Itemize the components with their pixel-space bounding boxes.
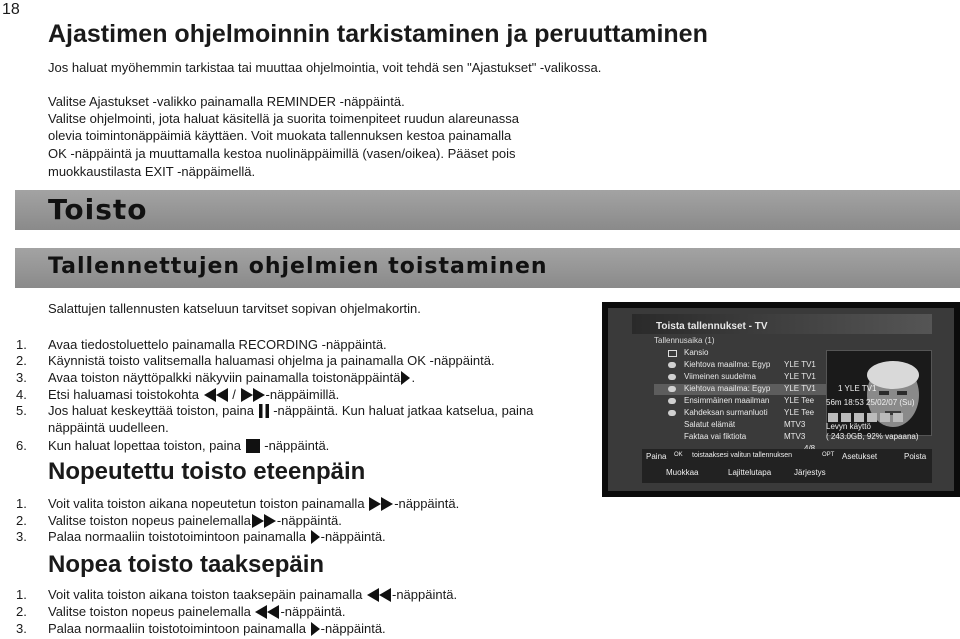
tv-footer-jarjestys: Järjestys (794, 468, 826, 477)
step-number: 2. (16, 353, 27, 368)
tv-footer-asetukset: Asetukset (842, 452, 878, 461)
step-number: 2. (16, 513, 27, 528)
step-text: näppäintä uudelleen. (48, 420, 169, 435)
separator: / (232, 387, 236, 402)
record-icon (668, 410, 676, 416)
fast-forward-icon (369, 497, 393, 511)
step-text: Kun haluat lopettaa toiston, paina (48, 438, 241, 453)
record-icon (668, 374, 676, 380)
step-text-end: -näppäintä. (320, 621, 386, 636)
tv-list-item[interactable]: Salatut elämät MTV3 (684, 420, 806, 429)
step-text: Avaa toiston näyttöpalkki näkyviin painamalla toistonäppäintä (48, 370, 401, 385)
para-line: OK -näppäintä ja muuttamalla kestoa nuolinäppäimillä (vasen/oikea). Pääset pois (48, 146, 516, 161)
tv-menu-title: Toista tallennukset - TV (656, 321, 768, 332)
step-text: Jos haluat keskeyttää toiston, paina (48, 403, 254, 418)
step-number: 3. (16, 529, 27, 544)
step-number: 3. (16, 621, 27, 636)
step-number: 5. (16, 403, 27, 418)
step-number: 3. (16, 370, 27, 385)
tv-list-item[interactable]: Viimeinen suudelma YLE TV1 (654, 372, 854, 383)
step-text: Palaa normaaliin toistotoimintoon painamalla (48, 621, 306, 636)
tv-footer-muokkaa: Muokkaa (666, 468, 699, 477)
tv-disk-label: Levyn käyttö (826, 422, 871, 431)
heading-rewind: Nopea toisto taaksepäin (48, 551, 325, 578)
step-text-end: . (411, 370, 416, 385)
section-title-tallennettujen: Tallennettujen ohjelmien toistaminen (48, 254, 548, 279)
step-number: 1. (16, 496, 27, 511)
play-icon (311, 622, 320, 636)
step-text: Voit valita toiston aikana toiston taaksepäin painamalla (48, 587, 363, 602)
tv-disk-value: ( 243.0GB, 92% vapaana) (826, 432, 919, 441)
tv-footer-lajittelutapa: Lajittelutapa (728, 468, 772, 477)
tv-time-info: 56m 18:53 25/02/07 (Su) (826, 398, 915, 407)
para-line: olevia toimintonäppäimiä käyttäen. Voit muokata tallennuksen kestoa painamalla (48, 128, 512, 143)
step-text-end: -näppäintä. (276, 513, 342, 528)
step-text-end: -näppäintä. (320, 529, 386, 544)
step-text-end: -näppäimillä. (265, 387, 340, 402)
tv-footer-opt: OPT (822, 452, 835, 458)
tv-list-item[interactable]: Kansio (654, 348, 854, 359)
play-icon (311, 530, 320, 544)
step-text-end: -näppäintä. (394, 496, 460, 511)
record-icon (668, 398, 676, 404)
step-number: 6. (16, 438, 27, 453)
heading-fast-forward: Nopeutettu toisto eteenpäin (48, 458, 366, 485)
page-number: 18 (2, 1, 20, 18)
tv-transport-controls (828, 409, 926, 418)
rewind-icon (255, 605, 279, 619)
step-text-end: -näppäintä. (280, 604, 346, 619)
step-text-end: -näppäintä. Kun haluat jatkaa katselua, paina (273, 403, 534, 418)
section-title-toisto: Toisto (48, 193, 148, 226)
tv-footer-poista: Poista (904, 452, 927, 461)
fast-forward-icon (252, 514, 276, 528)
step-text: Palaa normaaliin toistotoimintoon painamalla (48, 529, 306, 544)
tv-footer-play-hint: toistaaksesi valitun tallennuksen (692, 452, 793, 459)
rewind-icon (204, 388, 228, 402)
step-text: Avaa tiedostoluettelo painamalla RECORDING -näppäintä. (48, 337, 387, 352)
record-icon (668, 386, 676, 392)
step-text: Voit valita toiston aikana nopeutetun toiston painamalla (48, 496, 365, 511)
tv-list-item-selected[interactable]: Kiehtova maailma: Egyp YLE TV1 (654, 384, 854, 395)
record-icon (668, 362, 676, 368)
tv-footer-ok: OK (674, 452, 683, 458)
step-text-end: -näppäintä. (264, 438, 330, 453)
tv-list-item[interactable]: Faktaa vai fiktiota MTV3 (684, 432, 806, 441)
page-heading: Ajastimen ohjelmoinnin tarkistaminen ja peruuttaminen (48, 20, 708, 48)
step-number: 2. (16, 604, 27, 619)
step-text: Käynnistä toisto valitsemalla haluamasi ohjelma ja painamalla OK -näppäintä. (48, 353, 495, 368)
step-text: Valitse toiston nopeus painelemalla (48, 513, 251, 528)
intro-text: Jos haluat myöhemmin tarkistaa tai muuttaa ohjelmointia, voit tehdä sen "Ajastukset" -valikossa. (48, 60, 602, 75)
tv-footer-paina: Paina (646, 452, 667, 461)
step-number: 1. (16, 587, 27, 602)
play-icon (401, 371, 410, 385)
tv-menu-subtitle: Tallennusaika (1) (654, 336, 715, 345)
step-text-end: -näppäintä. (392, 587, 458, 602)
tv-list-item[interactable]: Kahdeksan surmanluoti YLE Tee (654, 408, 854, 419)
tv-list-item[interactable]: Ensimmäinen maailman YLE Tee (654, 396, 854, 407)
pause-icon (259, 404, 269, 418)
para-line: Valitse ohjelmointi, jota haluat käsitellä ja suorita toimenpiteet ruudun alareunassa (48, 111, 519, 126)
para-line: muokkaustilasta EXIT -näppäimellä. (48, 164, 256, 179)
para-line: Valitse Ajastukset -valikko painamalla REMINDER -näppäintä. (48, 94, 405, 109)
tv-list-item[interactable]: Kiehtova maailma: Egyp YLE TV1 (654, 360, 854, 371)
step-text: Etsi haluamasi toistokohta (48, 387, 200, 402)
playback-intro: Salattujen tallennusten katseluun tarvitset sopivan ohjelmakortin. (48, 301, 421, 316)
step-number: 4. (16, 387, 27, 402)
rewind-icon (367, 588, 391, 602)
step-number: 1. (16, 337, 27, 352)
tv-screenshot (602, 302, 960, 497)
step-text: Valitse toiston nopeus painelemalla (48, 604, 251, 619)
fast-forward-icon (241, 388, 265, 402)
stop-icon (246, 439, 260, 453)
tv-menu (608, 308, 954, 491)
section-bar-toisto (15, 190, 960, 230)
tv-channel-label: 1 YLE TV1 (838, 384, 877, 393)
